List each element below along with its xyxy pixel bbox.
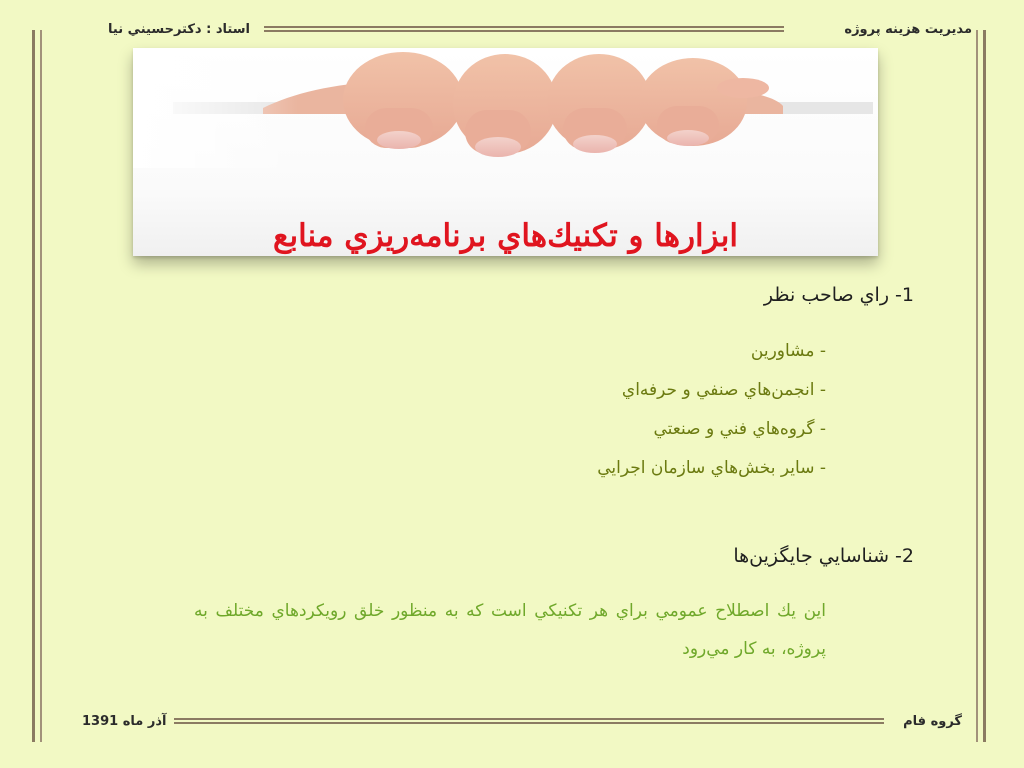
- frame-left-bar: [32, 30, 35, 742]
- course-title: مديريت هزينه پروژه: [844, 22, 972, 37]
- instructor-name: استاد : دكترحسيني نيا: [108, 22, 250, 37]
- list-item: - ساير بخش‌هاي سازمان اجرايي: [597, 458, 826, 478]
- alternatives-paragraph: اين يك اصطلاح عمومي براي هر تكنيكي است كه به منظور خلق رويكردهاي مختلف به پروژه، به كار مي‌رود: [194, 601, 826, 659]
- list-item: - گروه‌هاي فني و صنعتي: [653, 419, 826, 439]
- list-item: - مشاورين: [750, 341, 826, 361]
- section-heading-alternatives: 2- شناسايي جايگزين‌ها: [733, 545, 914, 567]
- footer-date: آذر ماه 1391: [82, 714, 167, 729]
- slide-title: ابزارها و تكنيك‌هاي برنامه‌ريزي منابع: [272, 218, 739, 254]
- footer-rule: [174, 718, 884, 724]
- section-heading-expert-opinion: 1- راي صاحب نظر: [763, 284, 914, 306]
- frame-right-bar: [983, 30, 986, 742]
- footer-group-name: گروه فام: [903, 714, 962, 729]
- header-rule: [264, 26, 784, 32]
- list-item: - انجمن‌هاي صنفي و حرفه‌اي: [621, 380, 826, 400]
- frame-left-inner-bar: [40, 30, 42, 742]
- title-banner: [133, 48, 878, 256]
- frame-right-inner-bar: [976, 30, 978, 742]
